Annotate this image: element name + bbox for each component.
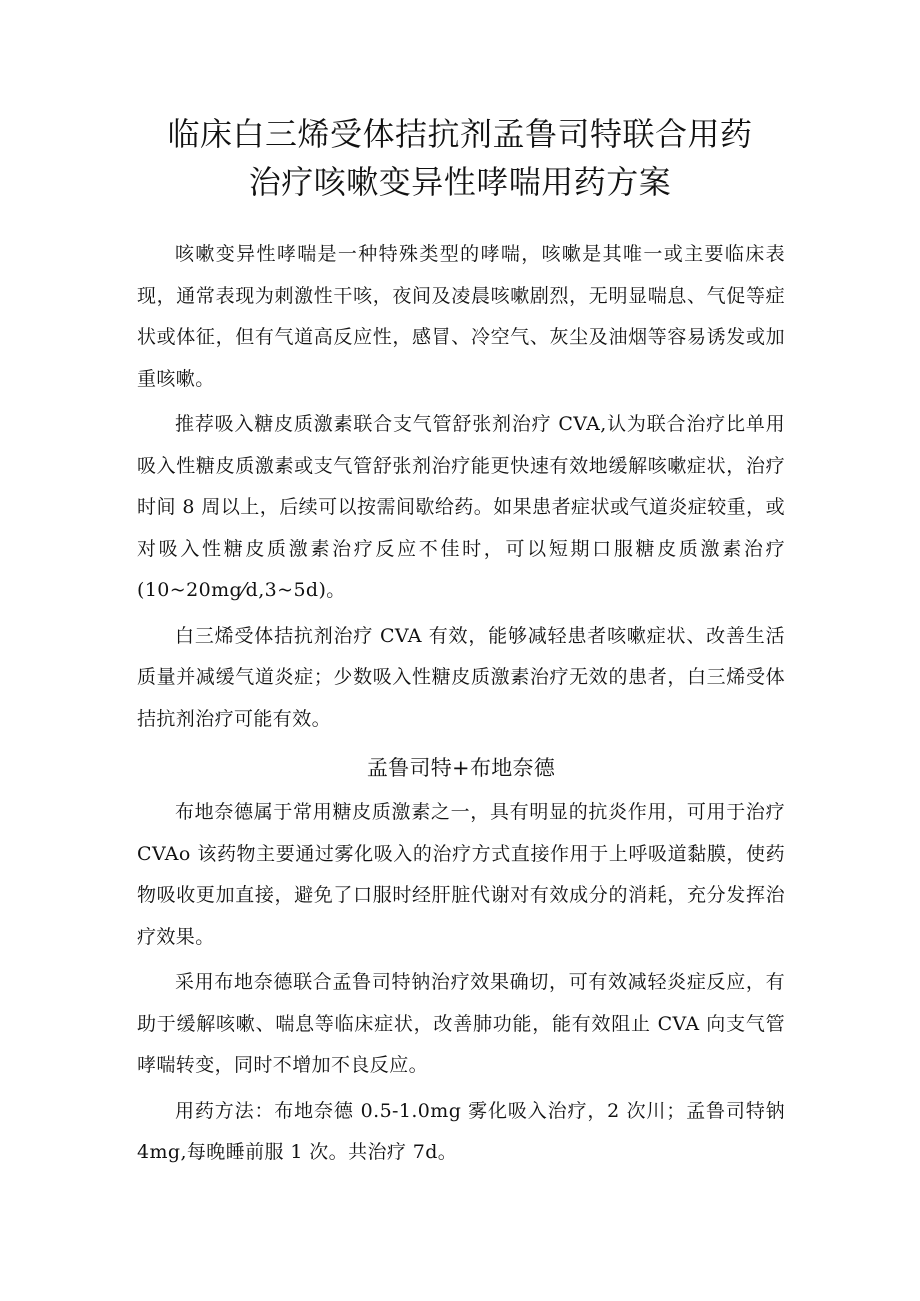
title-line-2: 治疗咳嗽变异性哮喘用药方案 [248, 163, 672, 201]
paragraph-budesonide: 布地奈德属于常用糖皮质激素之一，具有明显的抗炎作用，可用于治疗 CVAo 该药物主要通过雾化吸入的治疗方式直接作用于上呼吸道黏膜，使药物吸收更加直接，避免了口服时经肝脏代谢对有效成分的消耗，充分发挥治疗效果。 [137, 801, 785, 948]
section-heading-montelukast-budesonide: 孟鲁司特+布地奈德 [366, 756, 556, 780]
title-line-1: 临床白三烯受体拮抗剂孟鲁司特联合用药 [167, 115, 753, 153]
document-title [60, 110, 860, 206]
paragraph-recommended-treatment: 推荐吸入糖皮质激素联合支气管舒张剂治疗 CVA,认为联合治疗比单用吸入性糖皮质激素或支气管舒张剂治疗能更快速有效地缓解咳嗽症状，治疗时间 8 周以上，后续可以按需间歇给药。如果患者症状或气道炎症较重，或对吸入性糖皮质激素治疗反应不佳时，可以短期口服糖皮质激素治疗(10~20mg⁄d,3~5d)。 [137, 413, 785, 601]
paragraph-dosage: 用药方法：布地奈德 0.5-1.0mg 雾化吸入治疗，2 次川；孟鲁司特钠 4mg,每晚睡前服 1 次。共治疗 7d。 [137, 1099, 785, 1163]
paragraph-cva-definition: 咳嗽变异性哮喘是一种特殊类型的哮喘，咳嗽是其唯一或主要临床表现，通常表现为刺激性干咳，夜间及凌晨咳嗽剧烈，无明显喘息、气促等症状或体征，但有气道高反应性，感冒、冷空气、灰尘及油烟等容易诱发或加重咳嗽。 [137, 243, 785, 390]
document-body [137, 234, 785, 1178]
paragraph-combination-effect: 采用布地奈德联合孟鲁司特钠治疗效果确切，可有效减轻炎症反应，有助于缓解咳嗽、喘息等临床症状，改善肺功能，能有效阻止 CVA 向支气管哮喘转变，同时不增加不良反应。 [137, 971, 785, 1076]
paragraph-leukotriene-antagonist: 白三烯受体拮抗剂治疗 CVA 有效，能够减轻患者咳嗽症状、改善生活质量并减缓气道炎症；少数吸入性糖皮质激素治疗无效的患者，白三烯受体拮抗剂治疗可能有效。 [137, 624, 785, 730]
